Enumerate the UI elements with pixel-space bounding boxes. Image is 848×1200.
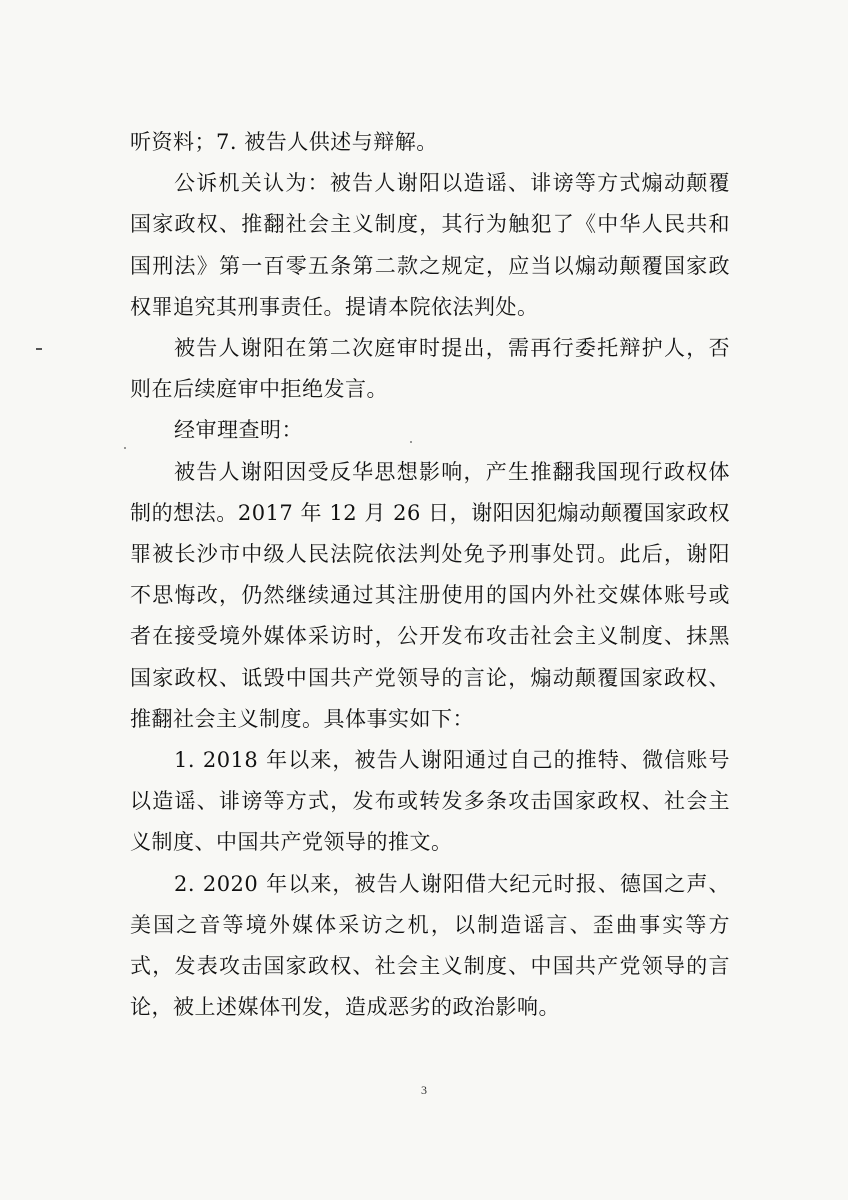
paragraph-prosecution-view: 公诉机关认为：被告人谢阳以造谣、诽谤等方式煽动颠覆国家政权、推翻社会主义制度，其行为触犯了《中华人民共和国刑法》第一百零五条第二款之规定，应当以煽动颠覆国家政权罪追究其刑事责任。提请本院依法判处。 (130, 171, 730, 319)
page-number: 3 (421, 1083, 427, 1097)
paragraph-fact-1: 1. 2018 年以来，被告人谢阳通过自己的推特、微信账号以造谣、诽谤等方式，发布或转发多条攻击国家政权、社会主义制度、中国共产党领导的推文。 (130, 748, 730, 855)
document-body (130, 122, 730, 1028)
paragraph-evidence-list: 听资料；7. 被告人供述与辩解。 (130, 130, 438, 154)
paragraph-findings-facts: 被告人谢阳因受反华思想影响，产生推翻我国现行政权体制的想法。2017 年 12 月 26 日，谢阳因犯煽动颠覆国家政权罪被长沙市中级人民法院依法判处免予刑事处罚。此后，谢阳不思悔改，仍然继续通过其注册使用的国内外社交媒体账号或者在接受境外媒体采访时，公开发布攻击社会主义制度、抹黑国家政权、诋毁中国共产党领导的言论，煽动颠覆国家政权、推翻社会主义制度。具体事实如下： (130, 459, 730, 731)
scan-artifact-mark (36, 348, 42, 350)
scan-artifact-dot (124, 447, 126, 449)
paragraph-defendant-request: 被告人谢阳在第二次庭审时提出，需再行委托辩护人，否则在后续庭审中拒绝发言。 (130, 336, 730, 402)
paragraph-fact-2: 2. 2020 年以来，被告人谢阳借大纪元时报、德国之声、美国之音等境外媒体采访之机，以制造谣言、歪曲事实等方式，发表攻击国家政权、社会主义制度、中国共产党领导的言论，被上述媒体刊发，造成恶劣的政治影响。 (130, 871, 730, 1020)
paragraph-findings-heading: 经审理查明： (174, 418, 303, 443)
